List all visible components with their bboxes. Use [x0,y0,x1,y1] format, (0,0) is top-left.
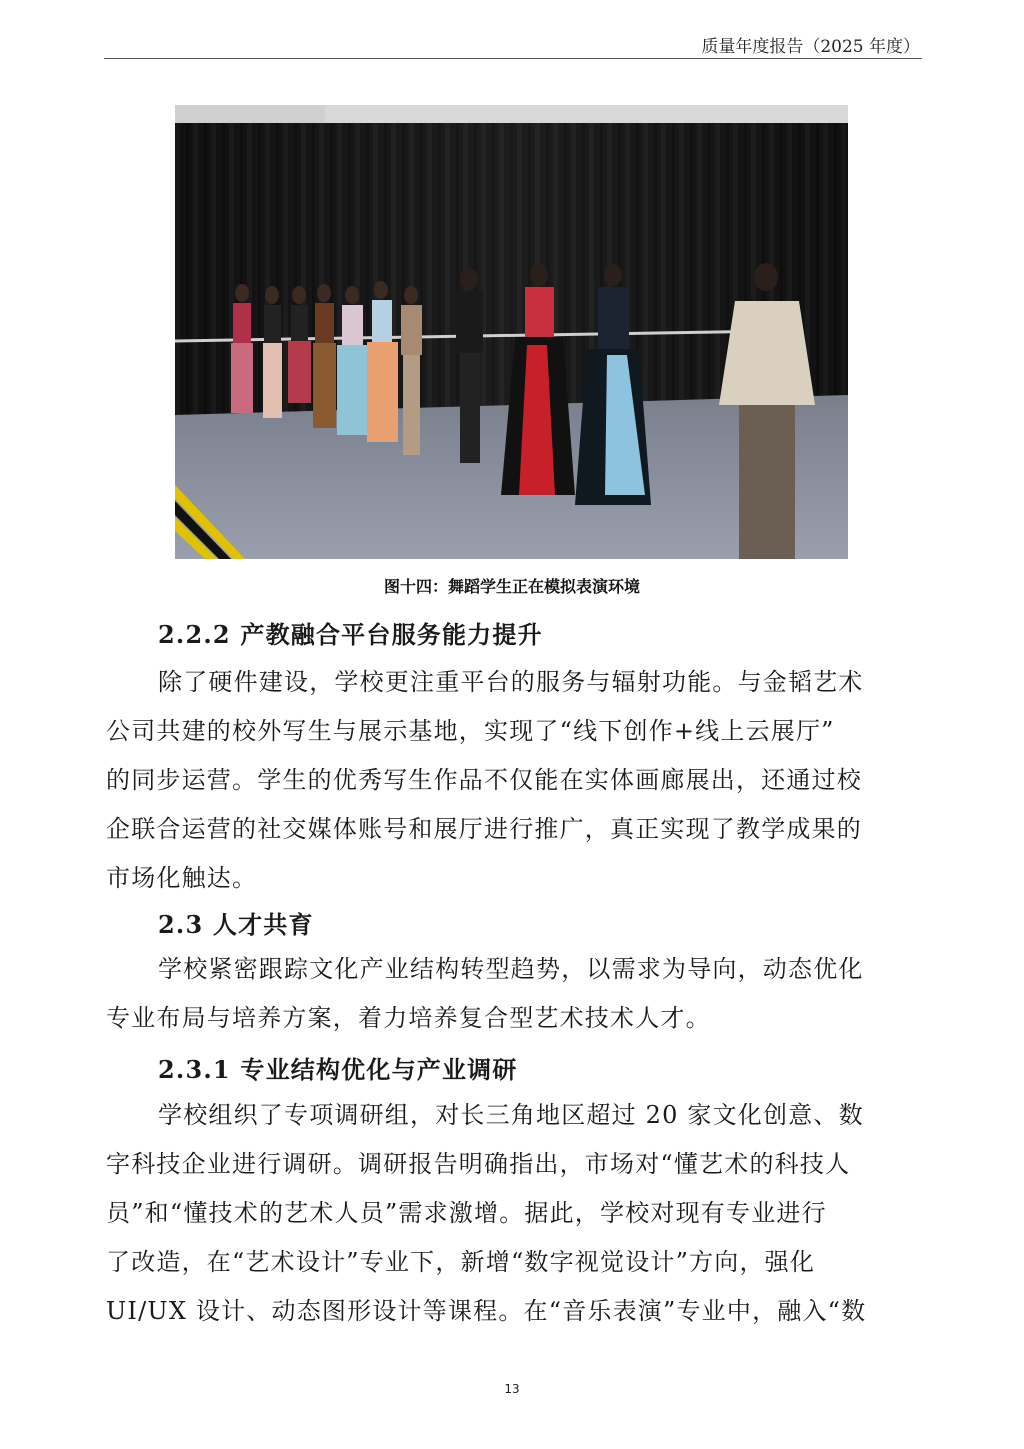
dance-studio-photo [175,105,848,559]
section-heading-2-2-2: 2.2.2 产教融合平台服务能力提升 [158,620,543,649]
header-rule [104,58,922,59]
paragraph-line: 字科技企业进行调研。调研报告明确指出，市场对“懂艺术的科技人 [106,1150,851,1178]
running-header: 质量年度报告（2025 年度） [701,37,920,57]
paragraph-line: 了改造，在“艺术设计”专业下，新增“数字视觉设计”方向，强化 [106,1248,816,1276]
paragraph-talent-cultivation [106,945,920,1043]
section-heading-2-3: 2.3 人才共育 [158,910,314,939]
paragraph-line: 学校组织了专项调研组，对长三角地区超过 20 家文化创意、数 [158,1101,864,1129]
paragraph-line: 市场化触达。 [106,864,258,892]
paragraph-line: 学校紧密跟踪文化产业结构转型趋势，以需求为导向，动态优化 [158,955,864,983]
paragraph-line: 的同步运营。学生的优秀写生作品不仅能在实体画廊展出，还通过校 [106,766,862,794]
paragraph-platform-service [106,658,920,903]
paragraph-line: UI/UX 设计、动态图形设计等课程。在“音乐表演”专业中，融入“数 [106,1297,867,1325]
paragraph-line: 员”和“懂技术的艺术人员”需求激增。据此，学校对现有专业进行 [106,1199,827,1227]
paragraph-line: 专业布局与培养方案，着力培养复合型艺术技术人才。 [106,1004,711,1032]
figure-caption: 图十四：舞蹈学生正在模拟表演环境 [383,577,640,596]
section-heading-2-3-1: 2.3.1 专业结构优化与产业调研 [158,1055,518,1084]
paragraph-line: 公司共建的校外写生与展示基地，实现了“线下创作+线上云展厅” [106,717,835,745]
paragraph-line: 除了硬件建设，学校更注重平台的服务与辐射功能。与金韬艺术 [158,668,864,696]
page-number: 13 [504,1382,520,1396]
paragraph-industry-research [106,1091,920,1336]
paragraph-line: 企联合运营的社交媒体账号和展厅进行推广，真正实现了教学成果的 [106,815,862,843]
